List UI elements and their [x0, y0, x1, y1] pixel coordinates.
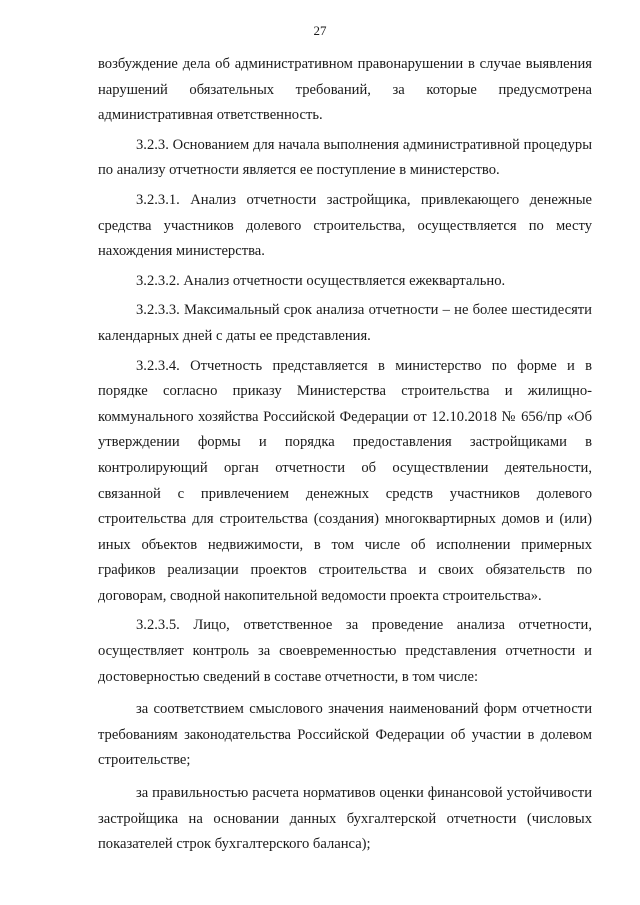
paragraph-3-2-3-2: 3.2.3.2. Анализ отчетности осуществляется ежеквартально. [136, 272, 506, 289]
paragraph-continuation: возбуждение дела об административном правонарушении в случае выявления нарушений обязательных требований, за которые предусмотрена административная ответственность. [98, 56, 592, 124]
paragraph-3-2-3-3: 3.2.3.3. Максимальный срок анализа отчетности – не более шестидесяти календарных дней с даты ее представления. [98, 302, 592, 344]
list-item-naming-compliance: за соответствием смыслового значения наименований форм отчетности требованиям законодательства Российской Федерации об участии в долевом строительстве; [98, 701, 592, 769]
list-item-financial-stability: за правильностью расчета нормативов оценки финансовой устойчивости застройщика на основании данных бухгалтерской отчетности (числовых показателей строк бухгалтерского баланса); [98, 785, 592, 853]
paragraph-3-2-3-4: 3.2.3.4. Отчетность представляется в министерство по форме и в порядке согласно приказу Министерства строительства и жилищно-коммунального хозяйства Российской Федерации от 12.10.2018 № 656/пр «Об утверждении формы и порядка предоставления застройщиками в контролирующий орган отчетности об осуществлении деятельности, связанной с привлечением денежных средств участников долевого строительства для строительства (создания) многоквартирных домов и (или) иных объектов недвижимости, в том числе об исполнении примерных графиков реализации проектов строительства и своих обязательств по договорам, сводной накопительной ведомости проекта строительства». [98, 357, 592, 604]
document-body [98, 52, 592, 858]
page-number: 27 [313, 23, 327, 38]
paragraph-3-2-3: 3.2.3. Основанием для начала выполнения административной процедуры по анализу отчетности является ее поступление в министерство. [98, 136, 592, 179]
paragraph-3-2-3-5: 3.2.3.5. Лицо, ответственное за проведение анализа отчетности, осуществляет контроль за своевременностью представления отчетности и достоверностью сведений в составе отчетности, в том числе: [98, 617, 592, 685]
paragraph-3-2-3-1: 3.2.3.1. Анализ отчетности застройщика, привлекающего денежные средства участников долевого строительства, осуществляется по месту нахождения министерства. [98, 191, 592, 260]
